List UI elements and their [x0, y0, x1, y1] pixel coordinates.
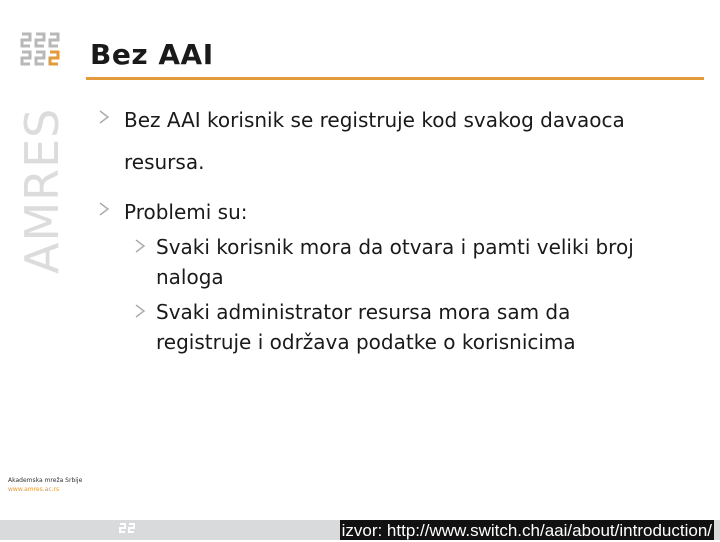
sub-bullet-2-line-2: registruje i održava podatke o korisnicima [156, 330, 576, 354]
bullet-arrow-icon [98, 110, 110, 124]
footer-url[interactable]: www.amres.ac.rs [8, 486, 60, 493]
sub-bullet-2-line-1: Svaki administrator resursa mora sam da [156, 300, 571, 324]
sub-bullet-1-line-1: Svaki korisnik mora da otvara i pamti veliki broj [156, 235, 634, 259]
title-underline [86, 77, 704, 80]
bullet-arrow-icon [98, 202, 110, 216]
bullet-2-text: Problemi su: [124, 200, 248, 224]
bullet-1-line-2: resursa. [124, 150, 205, 174]
bullet-arrow-icon [134, 239, 146, 253]
bullet-1-line-1: Bez AAI korisnik se registruje kod svakog davaoca [124, 108, 625, 132]
footer-org: Akademska mreža Srbije [8, 477, 83, 484]
side-brand-text: AMRES [15, 107, 69, 274]
amres-logo-icon [18, 26, 64, 68]
slide-title: Bez AAI [90, 38, 214, 71]
footer-org-block [8, 476, 82, 494]
side-brand-wordmark [14, 98, 74, 278]
bullet-arrow-icon [134, 304, 146, 318]
bottom-logo-icon [118, 521, 138, 539]
sub-bullet-1-line-2: naloga [156, 265, 224, 289]
source-citation: izvor: http://www.switch.ch/aai/about/introduction/ [341, 521, 712, 540]
